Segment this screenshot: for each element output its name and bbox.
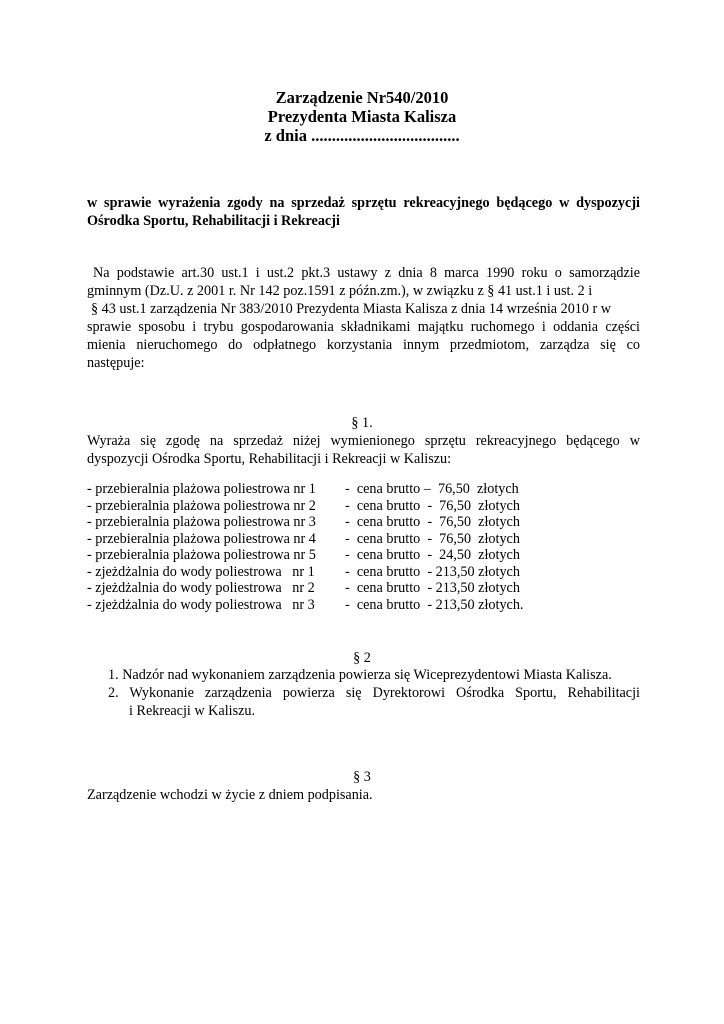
document-issuer: Prezydenta Miasta Kalisza bbox=[267, 107, 457, 126]
preamble-line-5: mienia nieruchomego do odpłatnego korzystania innym przedmiotom, zarządza się co bbox=[87, 337, 640, 353]
list-item: - przebieralnia plażowa poliestrowa nr 3 - cena brutto - 76,50 złotych bbox=[87, 514, 520, 530]
preamble-line-4: sprawie sposobu i trybu gospodarowania składnikami majątku ruchomego i oddania części bbox=[87, 319, 640, 335]
list-item: - przebieralnia plażowa poliestrowa nr 2 - cena brutto - 76,50 złotych bbox=[87, 497, 520, 514]
subject-line-1: w sprawie wyrażenia zgody na sprzedaż sprzętu rekreacyjnego będącego w dyspozycji bbox=[87, 195, 640, 211]
list-item: - przebieralnia plażowa poliestrowa nr 1 - cena brutto – 76,50 złotych bbox=[87, 481, 519, 497]
preamble-line-2: gminnym (Dz.U. z 2001 r. Nr 142 poz.1591 z późn.zm.), w związku z § 41 ust.1 i ust. 2 i bbox=[87, 283, 593, 299]
subject-line-2: Ośrodka Sportu, Rehabilitacji i Rekreacji bbox=[87, 213, 340, 229]
section-1-heading: § 1. bbox=[351, 415, 373, 431]
equipment-list bbox=[87, 481, 523, 613]
document-date: z dnia .................................... bbox=[264, 126, 460, 145]
section-2-item-2-line-2: i Rekreacji w Kaliszu. bbox=[129, 703, 256, 719]
preamble-line-3: § 43 ust.1 zarządzenia Nr 383/2010 Prezydenta Miasta Kalisza z dnia 14 września 2010 r w bbox=[91, 301, 612, 317]
section-2-item-1: 1. Nadzór nad wykonaniem zarządzenia powierza się Wiceprezydentowi Miasta Kalisza. bbox=[108, 667, 612, 683]
preamble-line-1: Na podstawie art.30 ust.1 i ust.2 pkt.3 ustawy z dnia 8 marca 1990 roku o samorządzie bbox=[93, 265, 640, 281]
section-3-text: Zarządzenie wchodzi w życie z dniem podpisania. bbox=[87, 787, 373, 803]
section-2-heading: § 2 bbox=[353, 650, 371, 666]
section-2-item-2-line-1: 2. Wykonanie zarządzenia powierza się Dyrektorowi Ośrodka Sportu, Rehabilitacji bbox=[108, 685, 640, 701]
list-item: - zjeżdżalnia do wody poliestrowa nr 2 - cena brutto - 213,50 złotych bbox=[87, 580, 520, 596]
list-item: - zjeżdżalnia do wody poliestrowa nr 3 - cena brutto - 213,50 złotych. bbox=[87, 596, 524, 613]
section-3-heading: § 3 bbox=[353, 769, 371, 785]
section-1-line-2: dyspozycji Ośrodka Sportu, Rehabilitacji i Rekreacji w Kaliszu: bbox=[87, 451, 452, 467]
section-1-line-1: Wyraża się zgodę na sprzedaż niżej wymienionego sprzętu rekreacyjnego będącego w bbox=[87, 433, 640, 449]
list-item: - przebieralnia plażowa poliestrowa nr 5 - cena brutto - 24,50 złotych bbox=[87, 547, 520, 563]
list-item: - przebieralnia plażowa poliestrowa nr 4 - cena brutto - 76,50 złotych bbox=[87, 530, 520, 547]
preamble-line-6: następuje: bbox=[87, 355, 145, 371]
list-item: - zjeżdżalnia do wody poliestrowa nr 1 - cena brutto - 213,50 złotych bbox=[87, 563, 520, 580]
document-title: Zarządzenie Nr540/2010 bbox=[275, 88, 449, 107]
